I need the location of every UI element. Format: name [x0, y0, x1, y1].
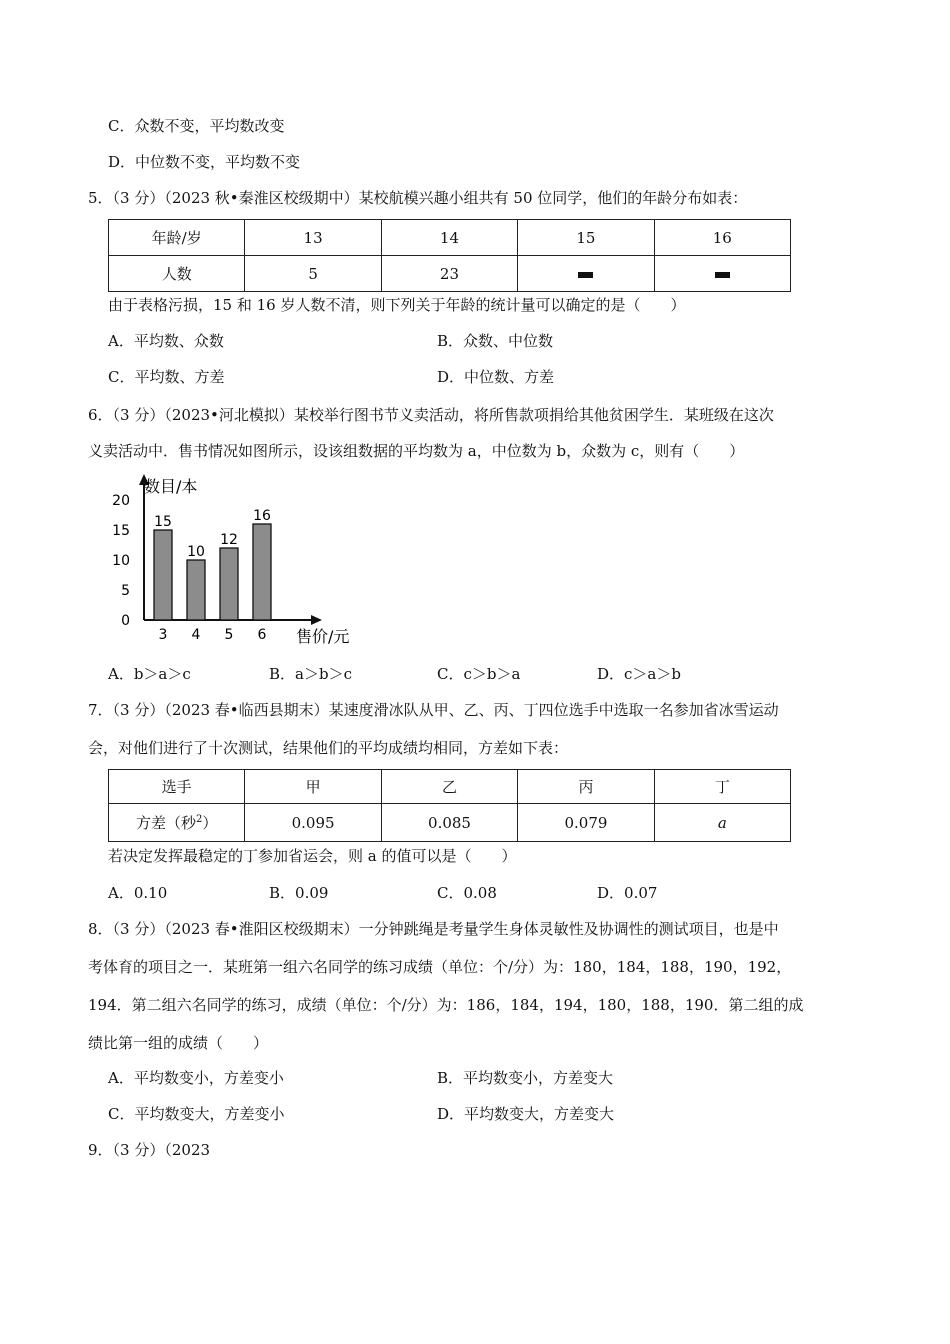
q8-option-a: A．平均数变小，方差变小 [108, 1069, 284, 1087]
question-number: 7． [88, 701, 113, 719]
table-cell: 年龄/岁 [109, 220, 245, 256]
question-7-note: 若决定发挥最稳定的丁参加省运会，则 a 的值可以是（ ） [108, 847, 517, 865]
q5-option-b: B．众数、中位数 [437, 332, 554, 350]
table-cell: 23 [381, 256, 517, 292]
q6-option-d: D．c＞a＞b [597, 665, 681, 683]
question-5-stem [88, 188, 747, 208]
y-tick-label: 0 [121, 613, 130, 629]
question-number: 9． [88, 1141, 113, 1159]
question-text: 某校航模兴趣小组共有 50 位同学，他们的年龄分布如表： [358, 189, 748, 207]
question-text: 某速度滑冰队从甲、乙、丙、丁四位选手中选取一名参加省冰雪运动 [328, 701, 779, 719]
table-cell [109, 804, 245, 842]
ink-smudge [578, 272, 593, 278]
question-score: （3 分） [112, 1141, 165, 1159]
question-5-note: 由于表格污损，15 和 16 岁人数不清，则下列关于年龄的统计量可以确定的是（ ） [108, 296, 686, 314]
variable-a: a [717, 813, 727, 832]
bar-value-label: 16 [253, 508, 271, 524]
question-score: （3 分） [112, 920, 165, 938]
x-tick-label: 5 [224, 627, 234, 643]
y-axis-label: 数目/本 [144, 477, 198, 496]
q6-option-a: A．b＞a＞c [108, 665, 191, 683]
variance-unit-exponent: 2 [195, 814, 203, 825]
question-6-text-line2: 义卖活动中．售书情况如图所示，设该组数据的平均数为 a，中位数为 b，众数为 c，则有（ ） [88, 442, 745, 460]
question-9-stem [88, 1140, 210, 1160]
age-distribution-table [108, 219, 791, 292]
x-tick-label: 3 [158, 627, 168, 643]
y-tick-label: 15 [112, 523, 130, 539]
question-score: （3 分） [112, 406, 165, 424]
q7-option-b: B．0.09 [269, 884, 329, 902]
question-8-text-line4: 绩比第一组的成绩（ ） [88, 1034, 269, 1052]
y-tick-label: 5 [121, 583, 130, 599]
bar-price-6 [253, 524, 271, 620]
variance-label-close: ） [202, 814, 218, 832]
question-6-stem [88, 405, 774, 425]
q5-option-c: C．平均数、方差 [108, 368, 225, 386]
table-cell: 5 [245, 256, 381, 292]
question-text: 某校举行图书节义卖活动，将所售款项捐给其他贫困学生．某班级在这次 [293, 406, 774, 424]
q4-option-c: C．众数不变，平均数改变 [108, 117, 285, 135]
q7-option-a: A．0.10 [108, 884, 168, 902]
q4-option-d: D．中位数不变，平均数不变 [108, 153, 301, 171]
q8-option-d: D．平均数变大，方差变大 [437, 1105, 615, 1123]
table-cell: 丙 [518, 770, 654, 804]
question-8-stem [88, 919, 779, 939]
question-number: 8． [88, 920, 113, 938]
q8-option-b: B．平均数变小，方差变大 [437, 1069, 614, 1087]
table-cell: 乙 [381, 770, 517, 804]
bar-value-label: 10 [187, 544, 205, 560]
question-source: （2023•河北模拟） [164, 406, 294, 424]
question-7-stem [88, 700, 779, 720]
bar-value-label: 15 [154, 514, 172, 530]
q7-option-d: D．0.07 [597, 884, 658, 902]
table-cell: 0.085 [381, 804, 517, 842]
table-cell: 选手 [109, 770, 245, 804]
table-cell: 13 [245, 220, 381, 256]
question-8-text-line2: 考体育的项目之一．某班第一组六名同学的练习成绩（单位：个/分）为：180，184，188，190，192， [88, 958, 792, 976]
table-cell: 14 [381, 220, 517, 256]
book-sales-bar-chart [100, 470, 380, 650]
q5-option-a: A．平均数、众数 [108, 332, 224, 350]
question-8-text-line3: 194．第二组六名同学的练习，成绩（单位：个/分）为：186，184，194，180，188，190．第二组的成 [88, 996, 804, 1014]
bar-price-4 [187, 560, 205, 620]
bar-value-label: 12 [220, 532, 238, 548]
ink-smudge [715, 272, 730, 278]
table-cell: 0.079 [518, 804, 654, 842]
table-cell: 丁 [654, 770, 790, 804]
x-tick-label: 6 [257, 627, 267, 643]
question-source: （2023 春•淮阳区校级期末） [164, 920, 359, 938]
table-cell: 人数 [109, 256, 245, 292]
table-cell: 甲 [245, 770, 381, 804]
question-number: 5． [88, 189, 113, 207]
question-text: 一分钟跳绳是考量学生身体灵敏性及协调性的测试项目，也是中 [358, 920, 779, 938]
question-score: （3 分） [112, 701, 165, 719]
question-source: （2023 [164, 1141, 211, 1159]
table-cell [654, 804, 790, 842]
variance-label: 方差（秒 [135, 814, 196, 832]
question-number: 6． [88, 406, 113, 424]
table-cell-smudged [518, 256, 654, 292]
question-7-text-line2: 会，对他们进行了十次测试，结果他们的平均成绩均相同，方差如下表： [88, 739, 569, 757]
q6-option-b: B．a＞b＞c [269, 665, 352, 683]
x-axis-label: 售价/元 [296, 627, 350, 646]
q7-option-c: C．0.08 [437, 884, 497, 902]
table-cell: 16 [654, 220, 790, 256]
table-cell: 0.095 [245, 804, 381, 842]
q8-option-c: C．平均数变大，方差变小 [108, 1105, 285, 1123]
question-source: （2023 春•临西县期末） [164, 701, 329, 719]
table-cell-smudged [654, 256, 790, 292]
q6-option-c: C．c＞b＞a [437, 665, 521, 683]
y-tick-label: 20 [112, 493, 130, 509]
y-tick-label: 10 [112, 553, 130, 569]
x-axis-arrow [311, 615, 322, 625]
bar-price-5 [220, 548, 238, 620]
question-score: （3 分） [112, 189, 165, 207]
variance-table [108, 769, 791, 842]
question-source: （2023 秋•秦淮区校级期中） [164, 189, 359, 207]
bar-price-3 [154, 530, 172, 620]
table-cell: 15 [518, 220, 654, 256]
x-tick-label: 4 [191, 627, 201, 643]
q5-option-d: D．中位数、方差 [437, 368, 555, 386]
